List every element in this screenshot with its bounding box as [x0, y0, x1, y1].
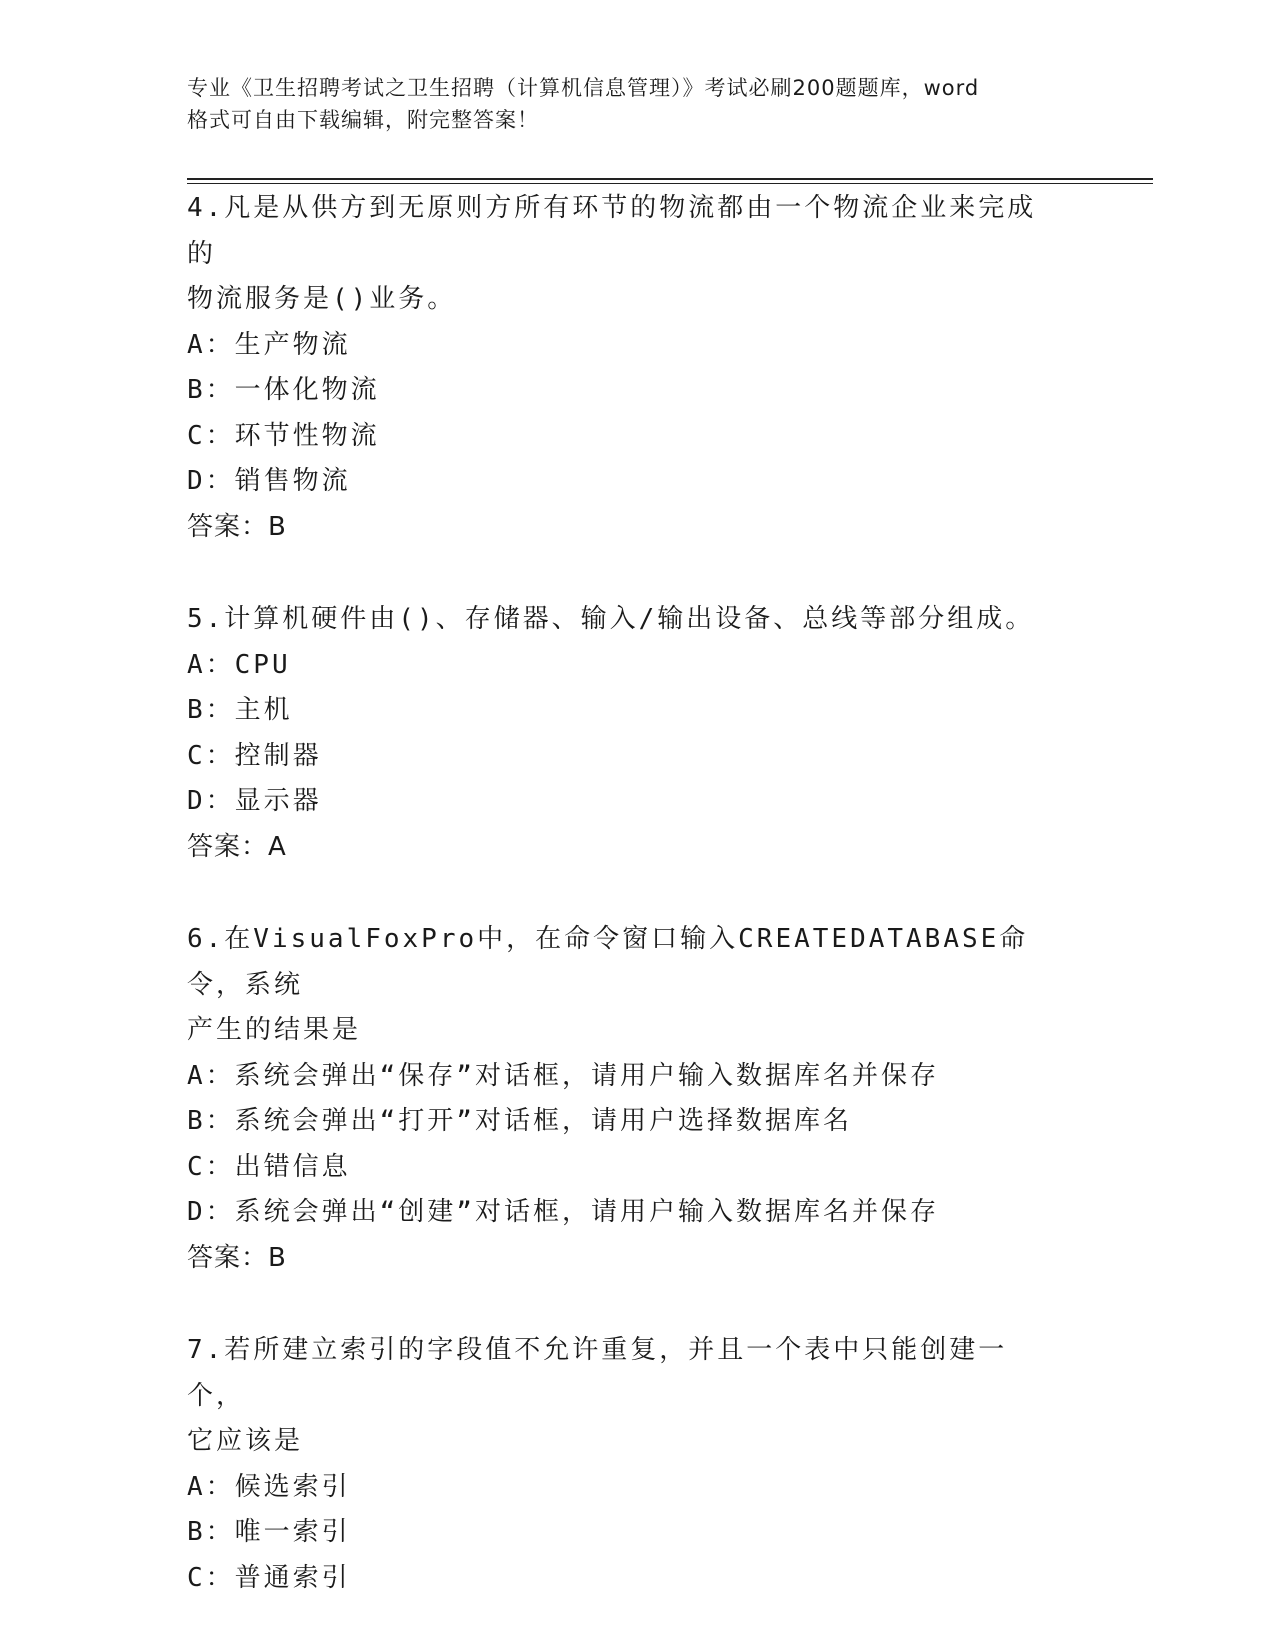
option-d: D：销售物流	[187, 466, 351, 496]
question-stem-line: 6.在VisualFoxPro中，在命令窗口输入CREATEDATABASE命令，系统	[187, 924, 1029, 1000]
question-stem	[187, 1328, 1057, 1465]
option-d: D：系统会弹出“创建”对话框，请用户输入数据库名并保存	[187, 1197, 939, 1227]
question-stem-line: 4.凡是从供方到无原则方所有环节的物流都由一个物流企业来完成的	[187, 193, 1037, 269]
option-b: B：系统会弹出“打开”对话框，请用户选择数据库名	[187, 1106, 852, 1136]
option-a: A：系统会弹出“保存”对话框，请用户输入数据库名并保存	[187, 1060, 939, 1091]
answer-line: 答案：B	[187, 511, 287, 542]
option-b: B：主机	[187, 695, 293, 725]
question-6	[187, 917, 1087, 1281]
question-stem-line: 物流服务是()业务。	[187, 284, 457, 314]
header-divider-thick	[187, 178, 1153, 180]
option-c: C：环节性物流	[187, 420, 380, 451]
question-stem	[187, 597, 1057, 643]
option-b: B：唯一索引	[187, 1517, 351, 1547]
question-stem-line: 它应该是	[187, 1426, 304, 1456]
question-stem-line: 5.计算机硬件由()、存储器、输入/输出设备、总线等部分组成。	[187, 604, 1035, 634]
question-stem	[187, 917, 1057, 1054]
option-c: C：控制器	[187, 740, 322, 771]
question-stem-line: 7.若所建立索引的字段值不允许重复，并且一个表中只能创建一个，	[187, 1335, 1008, 1411]
header-divider-thin	[187, 183, 1153, 184]
question-stem-line: 产生的结果是	[187, 1015, 362, 1045]
header-line-2: 格式可自由下载编辑，附完整答案！	[187, 108, 539, 132]
option-a: A：候选索引	[187, 1471, 351, 1502]
option-c: C：普通索引	[187, 1562, 351, 1593]
question-5	[187, 597, 1087, 870]
header-line-1: 专业《卫生招聘考试之卫生招聘（计算机信息管理）》考试必刷200题题库，word	[187, 76, 980, 100]
option-b: B：一体化物流	[187, 375, 380, 405]
answer-line: 答案：B	[187, 1242, 287, 1273]
question-4	[187, 186, 1087, 550]
question-stem	[187, 186, 1057, 323]
option-a: A：生产物流	[187, 329, 351, 360]
question-7	[187, 1328, 1087, 1601]
question-list	[187, 186, 1087, 1648]
option-c: C：出错信息	[187, 1151, 351, 1182]
option-d: D：显示器	[187, 786, 322, 816]
option-a: A：CPU	[187, 649, 291, 680]
answer-line: 答案：A	[187, 831, 287, 862]
document-header	[187, 72, 1087, 136]
